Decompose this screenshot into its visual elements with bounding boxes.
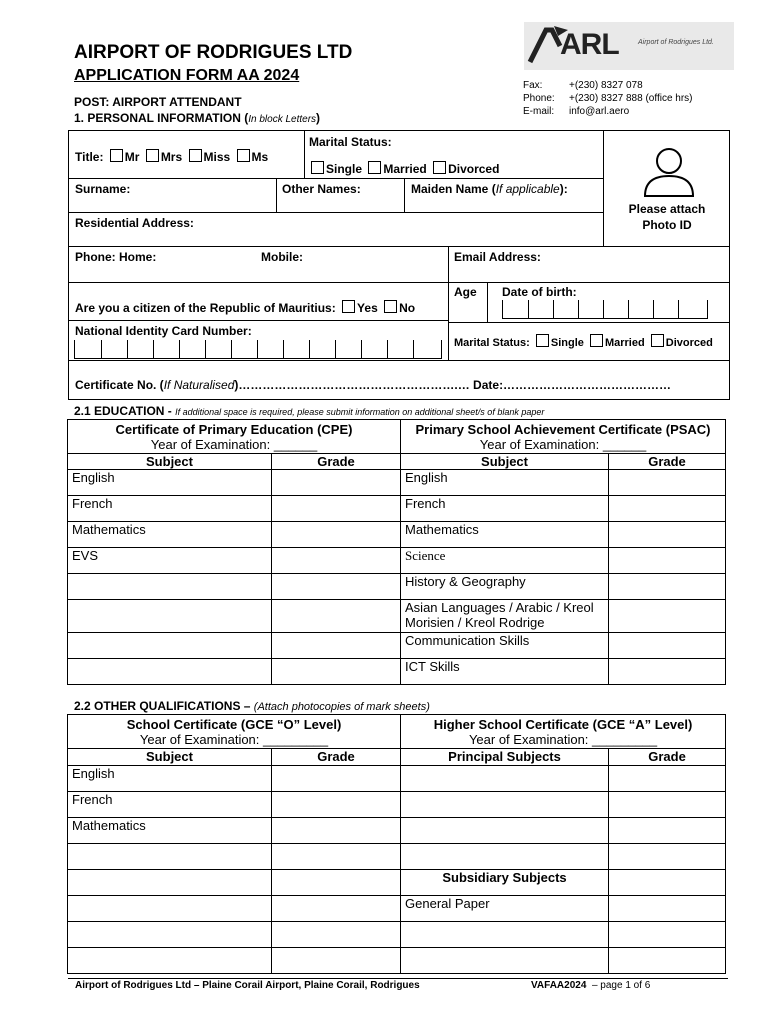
table-row: French xyxy=(68,792,726,818)
company-logo xyxy=(524,22,734,70)
table-row: French French xyxy=(68,496,726,522)
education-heading: 2.1 EDUCATION - If additional space is required, please submit information on additional sheet/s of blank paper xyxy=(74,404,545,418)
married-checkbox[interactable] xyxy=(368,161,381,174)
grade-cell[interactable] xyxy=(609,548,726,574)
age-label: Age xyxy=(454,285,477,299)
title-mr-checkbox[interactable] xyxy=(110,149,123,162)
grade-cell[interactable] xyxy=(272,659,401,685)
form-title: APPLICATION FORM AA 2024 xyxy=(74,67,300,84)
grade-cell[interactable] xyxy=(272,896,401,922)
single-checkbox[interactable] xyxy=(311,161,324,174)
grade-cell[interactable] xyxy=(609,470,726,496)
grade-cell[interactable] xyxy=(609,633,726,659)
marital-status-2: Marital Status: Single Married Divorced xyxy=(454,334,713,349)
photo-id-note: Please attach Photo ID xyxy=(628,202,706,232)
person-icon xyxy=(641,146,697,203)
certificate-line: Certificate No. (If Naturalised)……………………………………………….… Date:…………………………………… xyxy=(75,378,672,392)
grade-cell[interactable] xyxy=(609,659,726,685)
sc-grade-header: Grade xyxy=(272,749,401,766)
title-mrs-checkbox[interactable] xyxy=(146,149,159,162)
grade-cell[interactable] xyxy=(272,574,401,600)
grade-cell[interactable] xyxy=(272,600,401,633)
psac-header: Primary School Achievement Certificate (PSAC) Year of Examination: ______ xyxy=(401,420,726,454)
cpe-subject-header: Subject xyxy=(68,454,272,470)
qualifications-table xyxy=(67,714,726,974)
grade-cell[interactable] xyxy=(272,792,401,818)
grade-cell[interactable] xyxy=(609,766,726,792)
footer-page: VAFAA2024 – page 1 of 6 xyxy=(531,980,651,991)
grade-cell[interactable] xyxy=(272,548,401,574)
grade-cell[interactable] xyxy=(609,922,726,948)
mobile-label: Mobile: xyxy=(261,250,303,264)
title-miss-checkbox[interactable] xyxy=(189,149,202,162)
grade-cell[interactable] xyxy=(272,922,401,948)
logo-caption: Airport of Rodrigues Ltd. xyxy=(638,39,714,46)
table-row: Asian Languages / Arabic / Kreol Morisien / Kreol Rodrige xyxy=(68,600,726,633)
other-names-label: Other Names: xyxy=(282,182,361,196)
cpe-header: Certificate of Primary Education (CPE) Year of Examination: ______ xyxy=(68,420,401,454)
footer-address: Airport of Rodrigues Ltd – Plaine Corail Airport, Plaine Corail, Rodrigues xyxy=(75,980,420,991)
grade-cell[interactable] xyxy=(272,818,401,844)
grade-cell[interactable] xyxy=(609,818,726,844)
divorced-checkbox-2[interactable] xyxy=(651,334,664,347)
citizen-no-checkbox[interactable] xyxy=(384,300,397,313)
married-checkbox-2[interactable] xyxy=(590,334,603,347)
grade-cell[interactable] xyxy=(272,766,401,792)
education-table xyxy=(67,419,726,685)
grade-cell[interactable] xyxy=(609,574,726,600)
other-qualifications-heading: 2.2 OTHER QUALIFICATIONS – (Attach photocopies of mark sheets) xyxy=(74,699,430,713)
divorced-checkbox[interactable] xyxy=(433,161,446,174)
phone-home-label: Phone: Home: xyxy=(75,250,157,264)
residential-address-label: Residential Address: xyxy=(75,216,194,230)
table-row xyxy=(68,922,726,948)
logo-text: ARL xyxy=(560,28,619,61)
psac-subject-header: Subject xyxy=(401,454,609,470)
table-row: English xyxy=(68,766,726,792)
grade-cell[interactable] xyxy=(609,870,726,896)
grade-cell[interactable] xyxy=(609,948,726,974)
dob-label: Date of birth: xyxy=(502,285,577,299)
marital-status-label: Marital Status: xyxy=(309,135,392,149)
citizen-yes-checkbox[interactable] xyxy=(342,300,355,313)
contact-block: Fax: +(230) 8327 078 Phone: +(230) 8327 888 (office hrs) E-mail: info@arl.aero xyxy=(523,80,693,117)
post-title: POST: AIRPORT ATTENDANT xyxy=(74,95,242,109)
grade-cell[interactable] xyxy=(609,844,726,870)
company-name: AIRPORT OF RODRIGUES LTD xyxy=(74,42,353,63)
nic-boxes[interactable] xyxy=(74,340,442,359)
surname-label: Surname: xyxy=(75,182,131,196)
nic-label: National Identity Card Number: xyxy=(75,324,252,338)
citizen-question: Are you a citizen of the Republic of Mauritius: Yes No xyxy=(75,301,416,315)
grade-cell[interactable] xyxy=(272,633,401,659)
dob-boxes[interactable] xyxy=(502,300,708,319)
grade-cell[interactable] xyxy=(272,948,401,974)
grade-cell[interactable] xyxy=(272,522,401,548)
sc-subject-header: Subject xyxy=(68,749,272,766)
hsc-principal-header: Principal Subjects xyxy=(401,749,609,766)
title-field: Title: Mr Mrs Miss Ms xyxy=(75,150,269,164)
hsc-grade-header: Grade xyxy=(609,749,726,766)
grade-cell[interactable] xyxy=(609,496,726,522)
table-row: EVS Science xyxy=(68,548,726,574)
sc-header: School Certificate (GCE “O” Level) Year of Examination: _________ xyxy=(68,715,401,749)
grade-cell[interactable] xyxy=(609,896,726,922)
table-row: English English xyxy=(68,470,726,496)
table-row xyxy=(68,844,726,870)
table-row xyxy=(68,948,726,974)
grade-cell[interactable] xyxy=(272,870,401,896)
table-row: History & Geography xyxy=(68,574,726,600)
table-row: General Paper xyxy=(68,896,726,922)
table-row: ICT Skills xyxy=(68,659,726,685)
table-row xyxy=(68,870,726,896)
marital-status-options: Single Married Divorced xyxy=(308,161,499,176)
title-ms-checkbox[interactable] xyxy=(237,149,250,162)
hsc-header: Higher School Certificate (GCE “A” Level) Year of Examination: _________ xyxy=(401,715,726,749)
cpe-grade-header: Grade xyxy=(272,454,401,470)
single-checkbox-2[interactable] xyxy=(536,334,549,347)
grade-cell[interactable] xyxy=(609,792,726,818)
section-1-heading: 1. PERSONAL INFORMATION (In block Letters) xyxy=(74,111,321,125)
table-row: Mathematics xyxy=(68,818,726,844)
psac-grade-header: Grade xyxy=(609,454,726,470)
grade-cell[interactable] xyxy=(272,470,401,496)
table-row: Mathematics Mathematics xyxy=(68,522,726,548)
table-row: Communication Skills xyxy=(68,633,726,659)
maiden-name-label: Maiden Name (If applicable): xyxy=(411,182,568,196)
email-address-label: Email Address: xyxy=(454,250,541,264)
subsidiary-subjects-header: Subsidiary Subjects xyxy=(401,870,609,896)
grade-cell[interactable] xyxy=(272,496,401,522)
grade-cell[interactable] xyxy=(272,844,401,870)
grade-cell[interactable] xyxy=(609,522,726,548)
grade-cell[interactable] xyxy=(609,600,726,633)
